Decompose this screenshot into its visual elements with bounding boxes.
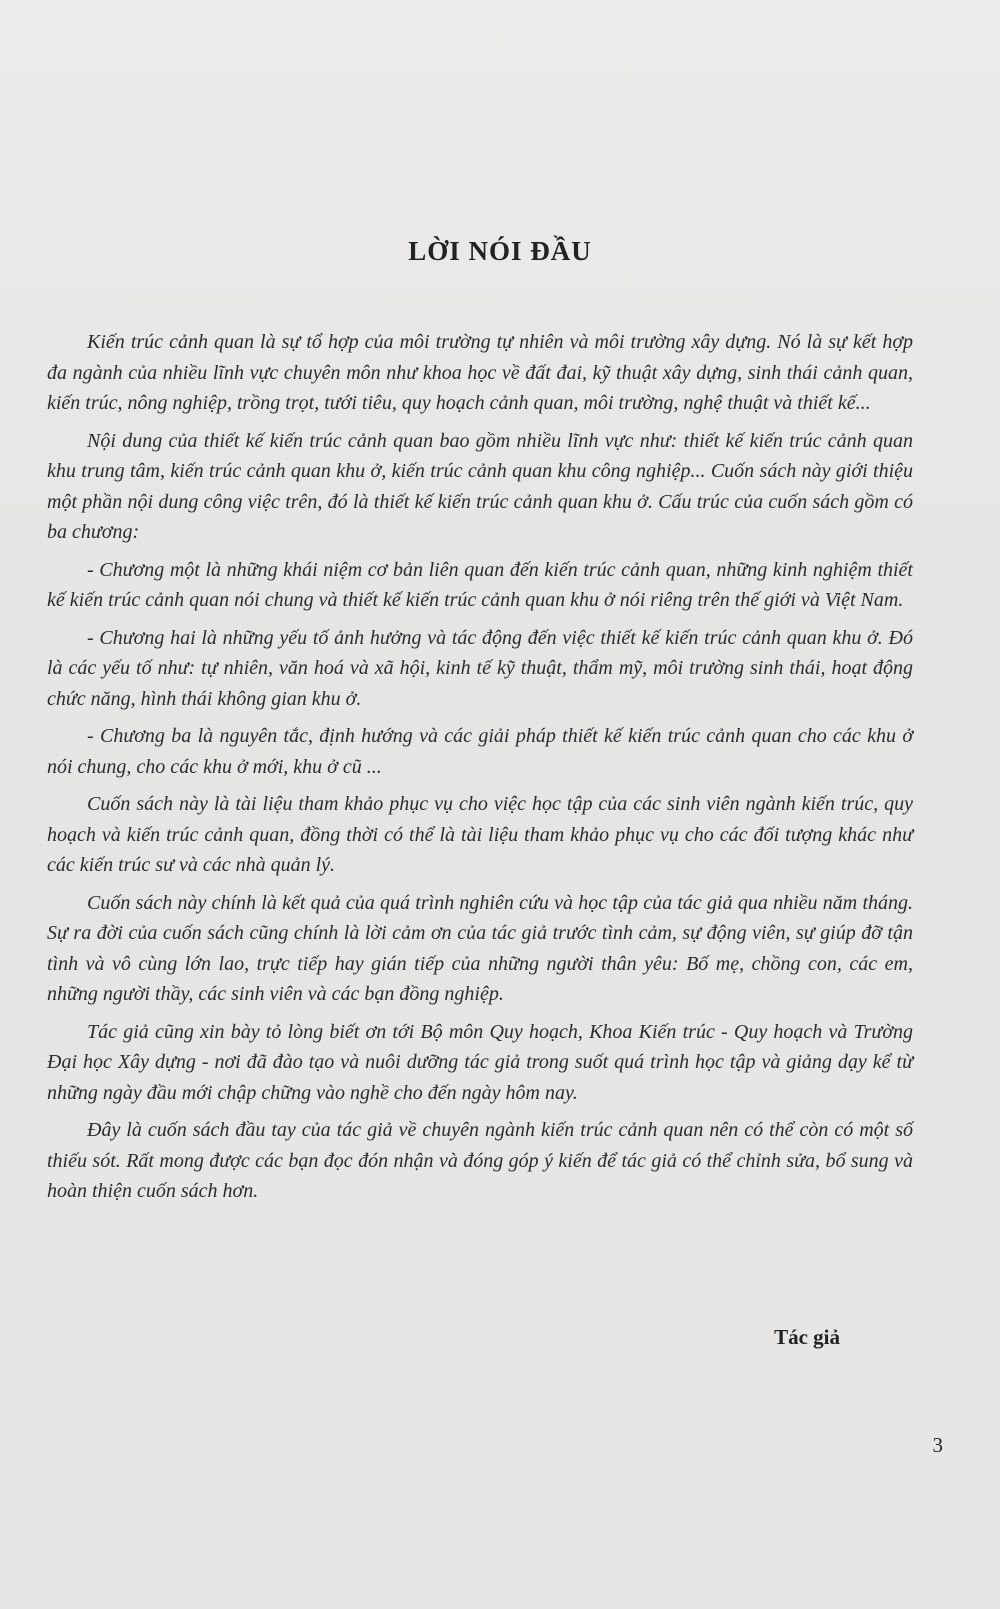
author-signature: Tác giả bbox=[774, 1325, 840, 1349]
paragraph-4: - Chương hai là những yếu tố ảnh hưởng và tác động đến việc thiết kế kiến trúc cảnh quan khu ở. Đó là các yếu tố như: tự nhiên, văn hoá và xã hội, kinh tế kỹ thuật, thẩm mỹ, môi trường sinh thái, hoạt động chức năng, hình thái không gian khu ở. bbox=[47, 626, 913, 710]
paragraph-9: Đây là cuốn sách đầu tay của tác giả về chuyên ngành kiến trúc cảnh quan nên có thể còn có một số thiếu sót. Rất mong được các bạn đọc đón nhận và đóng góp ý kiến để tác giả có thể chỉnh sửa, bổ sung và hoàn thiện cuốn sách hơn. bbox=[47, 1119, 913, 1202]
page-number: 3 bbox=[932, 1433, 943, 1457]
preface-body bbox=[47, 327, 913, 1214]
paragraph-1: Kiến trúc cảnh quan là sự tổ hợp của môi trường tự nhiên và môi trường xây dựng. Nó là sự kết hợp đa ngành của nhiều lĩnh vực chuyên môn như khoa học về đất đai, kỹ thuật xây dựng, sinh thái cảnh quan, kiến trúc, nông nghiệp, trồng trọt, tưới tiêu, quy hoạch cảnh quan, môi trường, nghệ thuật và thiết kế... bbox=[47, 331, 913, 414]
paragraph-8: Tác giả cũng xin bày tỏ lòng biết ơn tới Bộ môn Quy hoạch, Khoa Kiến trúc - Quy hoạch và Trường Đại học Xây dựng - nơi đã đào tạo và nuôi dưỡng tác giả trong suốt quá trình học tập và giảng dạy kể từ những ngày đầu mới chập chững vào nghề cho đến ngày hôm nay. bbox=[47, 1020, 913, 1104]
paragraph-7: Cuốn sách này chính là kết quả của quá trình nghiên cứu và học tập của tác giả qua nhiều năm tháng. Sự ra đời của cuốn sách cũng chính là lời cảm ơn của tác giả trước tình cảm, sự động viên, sự giúp đỡ tận tình và vô cùng lớn lao, trực tiếp hay gián tiếp của những người thân yêu: Bố mẹ, chồng con, các em, những người thầy, các sinh viên và các bạn đồng nghiệp. bbox=[47, 891, 913, 1005]
paragraph-2: Nội dung của thiết kế kiến trúc cảnh quan bao gồm nhiều lĩnh vực như: thiết kế kiến trúc cảnh quan khu trung tâm, kiến trúc cảnh quan khu ở, kiến trúc cảnh quan khu công nghiệp... Cuốn sách này giới thiệu một phần nội dung công việc trên, đó là thiết kế kiến trúc cảnh quan khu ở. Cấu trúc của cuốn sách gồm có ba chương: bbox=[47, 429, 913, 543]
page-title: LỜI NÓI ĐẦU bbox=[408, 236, 592, 266]
paragraph-6: Cuốn sách này là tài liệu tham khảo phục vụ cho việc học tập của các sinh viên ngành kiến trúc, quy hoạch và kiến trúc cảnh quan, đồng thời có thể là tài liệu tham khảo phục vụ cho các đối tượng khác như các kiến trúc sư và các nhà quản lý. bbox=[47, 793, 913, 876]
paragraph-3: - Chương một là những khái niệm cơ bản liên quan đến kiến trúc cảnh quan, những kinh nghiệm thiết kế kiến trúc cảnh quan nói chung và thiết kế kiến trúc cảnh quan khu ở nói riêng trên thế giới và Việt Nam. bbox=[47, 558, 913, 611]
paragraph-5: - Chương ba là nguyên tắc, định hướng và các giải pháp thiết kế kiến trúc cảnh quan cho các khu ở nói chung, cho các khu ở mới, khu ở cũ ... bbox=[47, 725, 913, 778]
